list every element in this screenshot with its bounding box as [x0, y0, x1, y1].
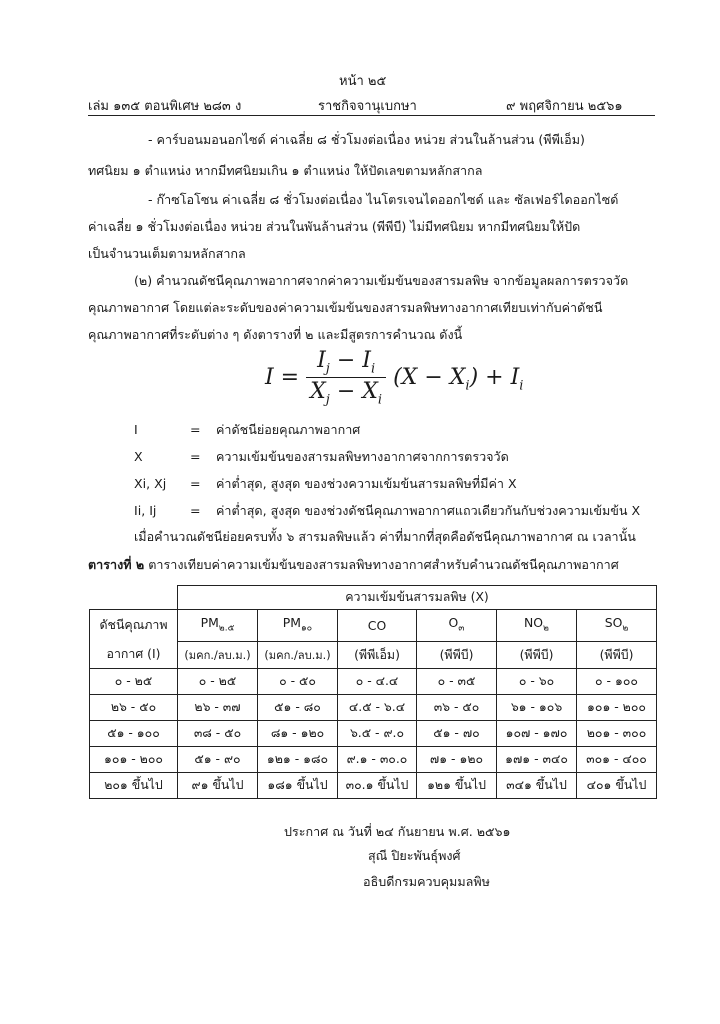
page-number: หน้า ๒๕ [339, 74, 387, 89]
table-header-aqi: ดัชนีคุณภาพ อากาศ (I) [90, 610, 178, 669]
table-row [90, 747, 657, 773]
aqi-formula [265, 348, 523, 408]
table-unit-so2: (พีพีบี) [577, 642, 657, 669]
def-symbol-ii-ij: Ii, Ij [134, 503, 157, 518]
table-cell: ๓๐๑ - ๔๐๐ [577, 747, 657, 773]
def-desc-i: ค่าดัชนีย่อยคุณภาพอากาศ [216, 422, 361, 437]
table-cell: ๑๒๑ - ๑๘๐ [258, 747, 338, 773]
table-caption-label: ตารางที่ ๒ [88, 557, 145, 572]
table-cell: ๕๑ - ๘๐ [258, 695, 338, 721]
table-cell: ๒๖ - ๕๐ [90, 695, 178, 721]
def-equals: = [190, 449, 201, 464]
table-caption [88, 556, 619, 573]
formula-fraction [306, 348, 386, 408]
table-header-so2: $SO_๒$ [577, 610, 657, 642]
formula-rhs: $(X - X_i) + I_i$ [393, 364, 524, 394]
table-cell: ๘๑ - ๑๒๐ [258, 721, 338, 747]
formula-denominator: $X_j - X_i$ [310, 379, 383, 408]
gas-line-2: ค่าเฉลี่ย ๑ ชั่วโมงต่อเนื่อง หน่วย ส่วนในพันล้านส่วน (พีพีบี) ไม่มีทศนิยม หากมีทศนิยมให้ปัด [88, 219, 581, 234]
calc-line-2: คุณภาพอากาศ โดยแต่ละระดับของค่าความเข้มข้นของสารมลพิษทางอากาศเทียบเท่ากับค่าดัชนี [88, 300, 603, 315]
table-cell: ๕๑ - ๙๐ [178, 747, 258, 773]
table-cell: ๑๗๑ - ๓๔๐ [497, 747, 577, 773]
formula-lhs: I = [265, 364, 300, 390]
table-cell: ๒๐๑ - ๓๐๐ [577, 721, 657, 747]
table-row [90, 695, 657, 721]
def-symbol-x: X [134, 449, 143, 464]
table-cell: ๑๐๑ - ๒๐๐ [577, 695, 657, 721]
table-cell: ๐ - ๒๕ [178, 669, 258, 695]
def-desc-xi-xj: ค่าต่ำสุด, สูงสุด ของช่วงความเข้มข้นสารมลพิษที่มีค่า X [216, 476, 517, 491]
def-equals: = [190, 476, 201, 491]
table-caption-text: ตารางเทียบค่าความเข้มข้นของสารมลพิษทางอากาศสำหรับคำนวณดัชนีคุณภาพอากาศ [148, 557, 619, 572]
table-header-pm10: $PM_{๑๐}$ [258, 610, 338, 642]
table-cell: ๙๑ ขึ้นไป [178, 773, 258, 799]
table-cell: ๐ - ๓๕ [417, 669, 497, 695]
def-equals: = [190, 503, 201, 518]
gazette-name: ราชกิจจานุเบกษา [318, 99, 417, 114]
calc-line-3: คุณภาพอากาศที่ระดับต่าง ๆ ดังตารางที่ ๒ และมีสูตรการคำนวณ ดังนี้ [88, 327, 463, 342]
volume-info: เล่ม ๑๓๕ ตอนพิเศษ ๒๘๓ ง [88, 99, 242, 114]
formula-numerator: $I_j - I_i$ [306, 348, 386, 378]
table-unit-no2: (พีพีบี) [497, 642, 577, 669]
table-header-pm25: $PM_{๒.๕}$ [178, 610, 258, 642]
def-desc-x: ความเข้มข้นของสารมลพิษทางอากาศจากการตรวจวัด [216, 449, 509, 464]
gas-line-1: - ก๊าซโอโซน ค่าเฉลี่ย ๘ ชั่วโมงต่อเนื่อง ไนโตรเจนไดออกไซด์ และ ซัลเฟอร์ไดออกไซด์ [148, 192, 619, 207]
table-cell: ๐ - ๒๕ [90, 669, 178, 695]
calc-line-1: (๒) คำนวณดัชนีคุณภาพอากาศจากค่าความเข้มข้นของสารมลพิษ จากข้อมูลผลการตรวจวัด [134, 273, 629, 288]
signatory-name: สุณี ปิยะพันธุ์พงศ์ [368, 848, 461, 863]
co-line-1: - คาร์บอนมอนอกไซด์ ค่าเฉลี่ย ๘ ชั่วโมงต่อเนื่อง หน่วย ส่วนในล้านส่วน (พีพีเอ็ม) [148, 132, 585, 147]
co-line-2: ทศนิยม ๑ ตำแหน่ง หากมีทศนิยมเกิน ๑ ตำแหน่ง ให้ปัดเลขตามหลักสากล [88, 163, 483, 178]
table-header-o3: $O_๓$ [417, 610, 497, 642]
table-cell: ๕๑ - ๑๐๐ [90, 721, 178, 747]
gas-line-3: เป็นจำนวนเต็มตามหลักสากล [88, 246, 246, 261]
table-cell: ๓๐.๑ ขึ้นไป [338, 773, 417, 799]
table-header-no2: $NO_๒$ [497, 610, 577, 642]
def-equals: = [190, 422, 201, 437]
table-cell: ๐ - ๑๐๐ [577, 669, 657, 695]
table-cell: ๔.๕ - ๖.๔ [338, 695, 417, 721]
table-cell: ๒๐๑ ขึ้นไป [90, 773, 178, 799]
table-row [90, 669, 657, 695]
table-cell: ๗๑ - ๑๒๐ [417, 747, 497, 773]
signatory-title: อธิบดีกรมควบคุมมลพิษ [363, 874, 490, 889]
table-cell: ๑๒๑ ขึ้นไป [417, 773, 497, 799]
def-symbol-xi-xj: Xi, Xj [134, 476, 167, 491]
table-cell: ๐ - ๕๐ [258, 669, 338, 695]
table-unit-o3: (พีพีบี) [417, 642, 497, 669]
announcement-date: ประกาศ ณ วันที่ ๒๔ กันยายน พ.ศ. ๒๕๖๑ [284, 824, 511, 839]
table-cell: ๓๔๑ ขึ้นไป [497, 773, 577, 799]
table-cell: ๑๘๑ ขึ้นไป [258, 773, 338, 799]
table-header-co: CO [338, 610, 417, 642]
table-row [90, 721, 657, 747]
table-cell: ๖.๕ - ๙.๐ [338, 721, 417, 747]
publication-date: ๙ พฤศจิกายน ๒๕๖๑ [506, 99, 623, 114]
table-cell: ๐ - ๖๐ [497, 669, 577, 695]
table-group-header: ความเข้มข้นสารมลพิษ (X) [178, 586, 657, 610]
table-cell: ๐ - ๔.๔ [338, 669, 417, 695]
table-unit-pm25: (มคก./ลบ.ม.) [178, 642, 258, 669]
table-unit-co: (พีพีเอ็ม) [338, 642, 417, 669]
table-corner [90, 586, 178, 610]
table-row [90, 773, 657, 799]
table-cell: ๕๑ - ๗๐ [417, 721, 497, 747]
table-cell: ๓๖ - ๕๐ [417, 695, 497, 721]
def-desc-ii-ij: ค่าต่ำสุด, สูงสุด ของช่วงดัชนีคุณภาพอากาศแถวเดียวกันกับช่วงความเข้มข้น X [216, 503, 641, 518]
header-rule [88, 115, 655, 116]
table-cell: ๔๐๑ ขึ้นไป [577, 773, 657, 799]
table-cell: ๑๐๗ - ๑๗๐ [497, 721, 577, 747]
table-cell: ๓๘ - ๕๐ [178, 721, 258, 747]
table-cell: ๑๐๑ - ๒๐๐ [90, 747, 178, 773]
table-unit-pm10: (มคก./ลบ.ม.) [258, 642, 338, 669]
table-cell: ๖๑ - ๑๐๖ [497, 695, 577, 721]
def-symbol-i: I [134, 422, 138, 437]
aqi-table [89, 585, 657, 799]
max-index-note: เมื่อคำนวณดัชนีย่อยครบทั้ง ๖ สารมลพิษแล้ว ค่าที่มากที่สุดคือดัชนีคุณภาพอากาศ ณ เวลานั้น [134, 529, 636, 544]
table-cell: ๒๖ - ๓๗ [178, 695, 258, 721]
table-cell: ๙.๑ - ๓๐.๐ [338, 747, 417, 773]
